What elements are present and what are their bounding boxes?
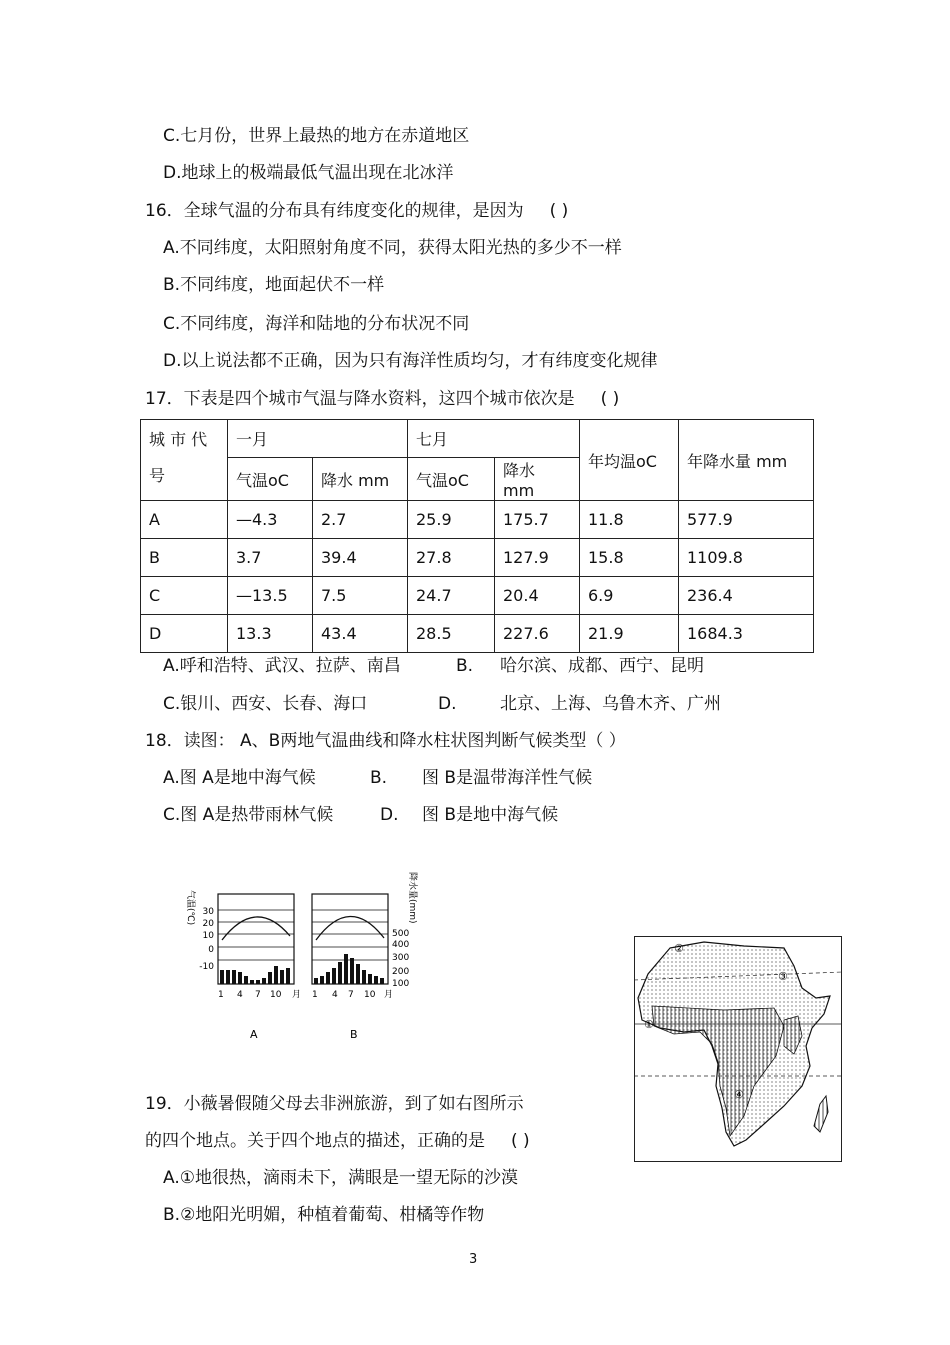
q17-option-b: 哈尔滨、成都、西宁、昆明 <box>500 656 704 676</box>
table-cell: —4.3 <box>228 501 313 539</box>
q17-option-c: C.银川、西安、长春、海口 <box>163 694 368 714</box>
table-cell: 13.3 <box>228 615 313 653</box>
month-tick: 7 <box>348 990 354 1000</box>
q17-option-d: 北京、上海、乌鲁木齐、广州 <box>500 694 721 714</box>
table-cell: 6.9 <box>580 577 679 615</box>
q17-option-b-letter: B. <box>456 656 474 676</box>
temp-tick: 20 <box>202 919 214 929</box>
chart-b-month-ticks <box>312 989 393 1000</box>
month-tick: 4 <box>332 990 338 1000</box>
month-tick: 月 <box>384 990 394 1000</box>
table-cell: 1684.3 <box>679 615 814 653</box>
table-cell: B <box>141 539 228 577</box>
q16-stem <box>145 200 568 222</box>
table-row <box>141 539 814 577</box>
month-tick: 10 <box>270 990 282 1000</box>
q15-option-c: C.七月份，世界上最热的地方在赤道地区 <box>163 126 470 146</box>
table-cell: 25.9 <box>408 501 495 539</box>
chart-a-label: A <box>250 1028 258 1041</box>
table-cell: 7.5 <box>313 577 408 615</box>
month-tick: 1 <box>218 990 224 1000</box>
q19-answer-paren: ( ) <box>511 1131 530 1151</box>
q17-stem <box>145 388 619 410</box>
table-row <box>141 501 814 539</box>
table-cell: 39.4 <box>313 539 408 577</box>
q17-option-a: A.呼和浩特、武汉、拉萨、南昌 <box>163 656 401 676</box>
precip-tick: 300 <box>392 953 410 963</box>
q16-answer-paren: ( ) <box>549 201 569 221</box>
table-cell: 20.4 <box>495 577 580 615</box>
table-cell: 2.7 <box>313 501 408 539</box>
table-cell: 577.9 <box>679 501 814 539</box>
table-cell: D <box>141 615 228 653</box>
header-jul-temp: 气温oC <box>408 458 495 501</box>
table-cell: 236.4 <box>679 577 814 615</box>
marker-4: ④ <box>734 1088 744 1101</box>
q16-text: 16．全球气温的分布具有纬度变化的规律，是因为 <box>145 201 524 221</box>
q17-option-d-letter: D. <box>438 694 457 714</box>
chart-a-month-ticks <box>218 989 301 1000</box>
month-tick: 7 <box>255 990 261 1000</box>
q18-option-c: C.图 A是热带雨林气候 <box>163 805 334 825</box>
marker-1: ① <box>644 1018 654 1031</box>
chart-b-label: B <box>350 1028 358 1041</box>
temp-tick: 10 <box>202 931 214 941</box>
precip-axis-label: 降水量(mm) <box>407 872 417 924</box>
header-jan-precip: 降水 mm <box>313 458 408 501</box>
chart-a-precip-bars <box>220 966 290 984</box>
table-cell: 27.8 <box>408 539 495 577</box>
table-cell: 127.9 <box>495 539 580 577</box>
q15-option-d: D.地球上的极端最低气温出现在北冰洋 <box>163 163 454 183</box>
marker-2: ② <box>674 942 684 955</box>
table-cell: 15.8 <box>580 539 679 577</box>
q18-option-b: 图 B是温带海洋性气候 <box>422 768 593 788</box>
header-annual-avg-temp: 年均温oC <box>580 420 679 501</box>
precip-tick: 500 <box>392 929 410 939</box>
header-city-code-line1: 城 市 代 <box>149 430 208 449</box>
precip-tick: 100 <box>392 979 410 989</box>
table-cell: 21.9 <box>580 615 679 653</box>
table-cell: 227.6 <box>495 615 580 653</box>
climate-data-table <box>140 419 814 653</box>
q19-stem-line2 <box>145 1130 530 1152</box>
table-row <box>141 577 814 615</box>
temp-tick: 30 <box>202 907 214 917</box>
chart-a-temp-curve <box>222 917 290 940</box>
africa-map <box>634 936 842 1162</box>
chart-b-precip-bars <box>314 954 384 984</box>
q18-option-d: 图 B是地中海气候 <box>422 805 559 825</box>
temp-axis-label: 气温(℃) <box>185 890 195 926</box>
table-cell: C <box>141 577 228 615</box>
table-cell: 28.5 <box>408 615 495 653</box>
page-number: 3 <box>469 1252 478 1267</box>
chart-b-gridlines <box>312 910 388 960</box>
q16-option-b: B.不同纬度，地面起伏不一样 <box>163 275 385 295</box>
q19-stem-line1: 19．小薇暑假随父母去非洲旅游，到了如右图所示 <box>145 1094 524 1114</box>
precip-ticks <box>392 929 409 989</box>
table-cell: A <box>141 501 228 539</box>
q18-stem: 18．读图： A、B两地气温曲线和降水柱状图判断气候类型（ ） <box>145 731 626 751</box>
header-city-code <box>141 420 228 501</box>
climate-chart-b <box>312 894 388 984</box>
month-tick: 10 <box>364 990 376 1000</box>
chart-b-temp-curve <box>316 916 384 940</box>
table-cell: 43.4 <box>313 615 408 653</box>
q19-option-a: A.①地很热，滴雨未下，满眼是一望无际的沙漠 <box>163 1168 518 1188</box>
q18-option-d-letter: D. <box>380 805 399 825</box>
header-january: 一月 <box>228 420 408 458</box>
table-cell: 24.7 <box>408 577 495 615</box>
q19-option-b: B.②地阳光明媚，种植着葡萄、柑橘等作物 <box>163 1205 485 1225</box>
q19-text: 的四个地点。关于四个地点的描述，正确的是 <box>145 1131 485 1151</box>
table-cell: —13.5 <box>228 577 313 615</box>
temp-tick: 0 <box>208 945 214 955</box>
table-cell: 1109.8 <box>679 539 814 577</box>
table-cell: 3.7 <box>228 539 313 577</box>
table-cell: 175.7 <box>495 501 580 539</box>
q16-option-c: C.不同纬度，海洋和陆地的分布状况不同 <box>163 314 470 334</box>
header-july: 七月 <box>408 420 580 458</box>
month-tick: 月 <box>292 990 302 1000</box>
marker-3: ③ <box>778 970 788 983</box>
header-jan-temp: 气温oC <box>228 458 313 501</box>
q16-option-d: D.以上说法都不正确，因为只有海洋性质均匀，才有纬度变化规律 <box>163 351 658 371</box>
q17-answer-paren: ( ) <box>600 389 620 409</box>
climate-charts-figure <box>170 862 440 1042</box>
q18-option-a: A.图 A是地中海气候 <box>163 768 316 788</box>
table-cell: 11.8 <box>580 501 679 539</box>
table-row <box>141 615 814 653</box>
precip-tick: 200 <box>392 967 410 977</box>
month-tick: 1 <box>312 990 318 1000</box>
q18-option-b-letter: B. <box>370 768 388 788</box>
header-annual-precip: 年降水量 mm <box>679 420 814 501</box>
header-jul-precip: 降水 mm <box>495 458 580 501</box>
climate-chart-a <box>218 894 294 984</box>
temp-ticks <box>199 907 214 972</box>
header-city-code-line2: 号 <box>149 466 166 485</box>
q17-text: 17．下表是四个城市气温与降水资料，这四个城市依次是 <box>145 389 575 409</box>
temp-tick: -10 <box>199 962 214 972</box>
month-tick: 4 <box>237 990 243 1000</box>
q16-option-a: A.不同纬度，太阳照射角度不同，获得太阳光热的多少不一样 <box>163 238 622 258</box>
precip-tick: 400 <box>392 940 410 950</box>
